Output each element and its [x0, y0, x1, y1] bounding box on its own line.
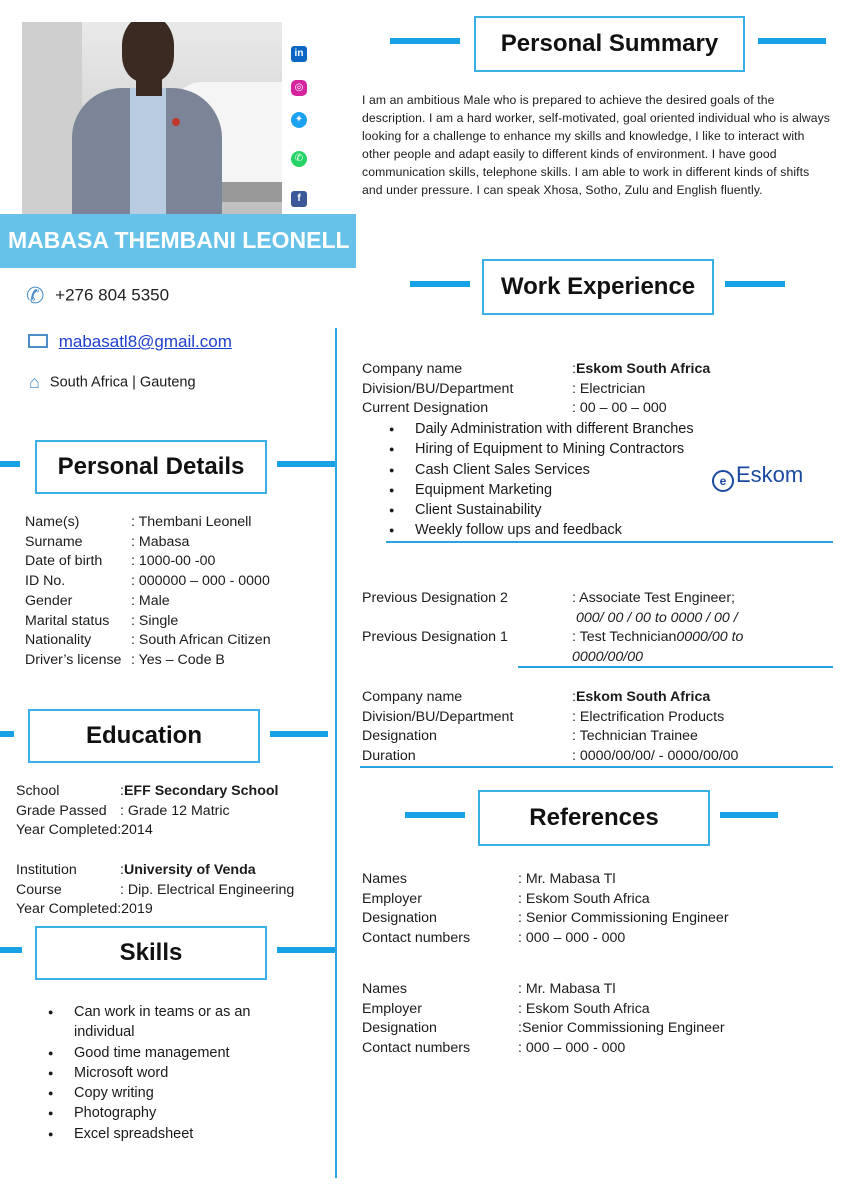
section-title-personal-details: Personal Details	[35, 440, 267, 494]
duty-item: ● Daily Administration with different Branches	[387, 419, 717, 439]
name-banner: MABASA THEMBANI LEONELL	[0, 214, 356, 268]
education-row: School : EFF Secondary School	[16, 783, 279, 799]
job-row: Duration : 0000/00/00/ - 0000/00/00	[362, 748, 739, 765]
duty-item: ● Hiring of Equipment to Mining Contractors	[387, 439, 717, 459]
linkedin-icon[interactable]: in	[291, 46, 307, 62]
home-icon: ⌂	[29, 372, 40, 392]
twitter-icon[interactable]: ✦	[291, 112, 307, 128]
section-rule-left	[390, 38, 460, 44]
mail-icon	[28, 334, 48, 348]
phone-number: +276 804 5350	[55, 285, 170, 305]
section-rule-right	[720, 812, 778, 818]
reference-row: Designation : Senior Commissioning Engineer	[362, 910, 729, 927]
prev-row: Previous Designation 1 : Test Technician 0000/00 to	[362, 629, 744, 646]
skill-item: ● Excel spreadsheet	[46, 1124, 286, 1144]
location-row	[29, 372, 196, 393]
job-row: Division/BU/Department : Electrician	[362, 380, 646, 397]
skill-item: ● Good time management	[46, 1043, 286, 1063]
duty-item: ● Client Sustainability	[387, 500, 717, 520]
skill-item: ● Can work in teams or as an individual	[46, 1002, 286, 1043]
skill-item: ● Microsoft word	[46, 1063, 286, 1083]
job-row: Company name : Eskom South Africa	[362, 361, 711, 377]
divider-line	[518, 666, 833, 668]
detail-row: Name(s) : Thembani Leonell	[25, 514, 252, 530]
job-row: Designation : Technician Trainee	[362, 728, 698, 745]
location-text: South Africa | Gauteng	[49, 374, 196, 391]
education-row: Grade Passed : Grade 12 Matric	[16, 802, 230, 819]
column-divider	[335, 328, 337, 1178]
education-row: Institution : University of Venda	[16, 861, 256, 878]
job-row: Company name : Eskom South Africa	[362, 689, 711, 705]
divider-line	[360, 766, 833, 768]
section-rule-left	[0, 731, 14, 737]
job-1-duties	[387, 419, 717, 541]
education-row: Year Completed: 2014	[16, 822, 153, 839]
duty-item: ● Cash Client Sales Services	[387, 460, 717, 480]
personal-details-list	[25, 513, 271, 671]
skills-list	[46, 1002, 286, 1144]
detail-row: Marital status : Single	[25, 612, 179, 629]
reference-row: Employer : Eskom South Africa	[362, 890, 650, 907]
job-row: Current Designation : 00 – 00 – 000	[362, 400, 667, 417]
section-title-personal-summary: Personal Summary	[474, 16, 745, 72]
section-rule-left	[0, 461, 20, 467]
duty-item: ● Equipment Marketing	[387, 480, 717, 500]
divider-line	[386, 541, 833, 543]
education-list	[16, 782, 294, 920]
instagram-icon[interactable]: ◎	[291, 80, 307, 96]
section-rule-right	[277, 461, 335, 467]
reference-row: Employer : Eskom South Africa	[362, 1000, 650, 1017]
phone-row	[26, 283, 169, 309]
reference-row: Contact numbers : 000 – 000 - 000	[362, 930, 626, 947]
section-rule-left	[405, 812, 465, 818]
eskom-logo: e Eskom	[712, 462, 803, 492]
previous-designations	[362, 589, 832, 668]
detail-row: ID No. : 000000 – 000 - 0000	[25, 573, 270, 590]
prev-row: 0000/00/00	[572, 649, 644, 666]
prev-row: Previous Designation 2 : Associate Test Engineer;	[362, 590, 735, 606]
email-link[interactable]: mabasatl8@gmail.com	[58, 332, 232, 351]
skill-item: ● Photography	[46, 1103, 286, 1123]
facebook-icon[interactable]: f	[291, 191, 307, 207]
detail-row: Date of birth : 1000-00 -00	[25, 553, 216, 570]
reference-row: Contact numbers : 000 – 000 - 000	[362, 1040, 626, 1057]
section-rule-right	[277, 947, 335, 953]
section-title-skills: Skills	[35, 926, 267, 980]
reference-row: Designation :Senior Commissioning Engineer	[362, 1020, 725, 1037]
detail-row: Gender : Male	[25, 592, 170, 609]
eskom-logo-icon: e	[712, 470, 734, 492]
email-row	[28, 332, 232, 352]
summary-paragraph: I am an ambitious Male who is prepared to achieve the desired goals of the description. I am a hard worker, self-motivated, goal oriented individual who is always looking for a challenge to enhance my skills and knowledge, I like to interact with other people and adapt easily to different kinds of environment. I have good communication skills, telephone skills. I am able to work in different kinds of shifts and under pressure. I can speak Xhosa, Sotho, Zulu and English fluently.	[362, 93, 830, 197]
section-rule-right	[758, 38, 826, 44]
duty-item: ● Weekly follow ups and feedback	[387, 520, 717, 540]
job-2-details	[362, 688, 738, 767]
section-rule-right	[725, 281, 785, 287]
education-row: Year Completed: 2019	[16, 901, 153, 918]
prev-row: 000/ 00 / 00 to 0000 / 00 /	[576, 609, 738, 626]
reference-1	[362, 870, 729, 949]
whatsapp-icon[interactable]: ✆	[291, 151, 307, 167]
reference-row: Names : Mr. Mabasa Tl	[362, 981, 616, 997]
section-rule-left	[410, 281, 470, 287]
detail-row: Surname : Mabasa	[25, 533, 190, 550]
education-row: Course : Dip. Electrical Engineering	[16, 881, 295, 898]
reference-row: Names : Mr. Mabasa Tl	[362, 871, 616, 887]
detail-row: Nationality : South African Citizen	[25, 632, 271, 649]
profile-photo	[22, 22, 282, 222]
job-row: Division/BU/Department : Electrification Products	[362, 708, 725, 725]
job-1-details	[362, 360, 710, 419]
section-rule-left	[0, 947, 22, 953]
section-rule-right	[270, 731, 328, 737]
reference-2	[362, 980, 725, 1059]
phone-icon: ✆	[26, 283, 45, 308]
section-title-education: Education	[28, 709, 260, 763]
detail-row: Driver’s license : Yes – Code B	[25, 651, 225, 668]
skill-item: ● Copy writing	[46, 1083, 286, 1103]
section-title-references: References	[478, 790, 710, 846]
section-title-work-experience: Work Experience	[482, 259, 714, 315]
